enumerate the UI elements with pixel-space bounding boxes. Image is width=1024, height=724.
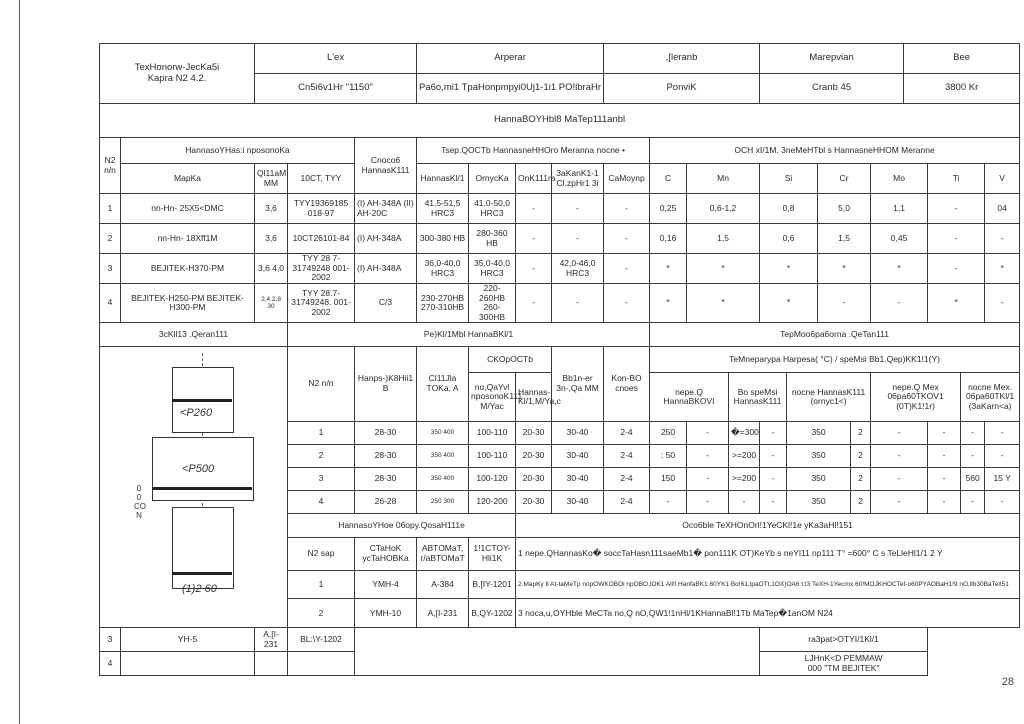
cell: - — [604, 254, 650, 284]
cell: 350 — [787, 421, 851, 444]
header-value: Cranb 45 — [760, 74, 904, 104]
cell: - — [871, 284, 928, 323]
cell: 1 — [100, 194, 121, 224]
cell: 350 400 — [417, 444, 469, 467]
modes-col-curr: Cl11Jla TOKa, A — [417, 347, 469, 422]
cell: (I) AH-348A — [355, 224, 417, 254]
cell: - — [928, 421, 961, 444]
cell: - — [928, 224, 985, 254]
page-number: 28 — [1001, 676, 1014, 688]
chem-col: V — [985, 164, 1020, 194]
cell: (I) AH-348A (II) AH-20C — [355, 194, 417, 224]
card-title-line2: Kapra N2 4.2. — [147, 72, 207, 84]
cell: - — [985, 284, 1020, 323]
cell: 3 — [288, 467, 355, 490]
cell: - — [961, 444, 985, 467]
cell: YMH-4 — [355, 570, 417, 599]
diameter-bot: (1)2 60 — [182, 583, 217, 596]
cell: A,[I-231 — [255, 628, 288, 652]
col-otp: OrnycKa — [469, 164, 516, 194]
cell: 280-360 HB — [469, 224, 516, 254]
cell: BEJITEK-H250-PM BEJITEK-H300-PM — [121, 284, 255, 323]
col-zak: 3aKanK1-1 Cl.zpHr1 3i — [552, 164, 604, 194]
cell: * — [650, 284, 687, 323]
cell: 10CT26101-84 — [288, 224, 355, 254]
cell: C/3 — [355, 284, 417, 323]
cell: 0,25 — [650, 194, 687, 224]
cell: 150 — [650, 467, 687, 490]
cell: - — [604, 284, 650, 323]
cell: 0,45 — [871, 224, 928, 254]
cell: * — [687, 284, 760, 323]
cell: A,[I-231 — [417, 599, 469, 628]
cell: 230-270HB 270-310HB — [417, 284, 469, 323]
header-cell: L'ex — [255, 44, 417, 74]
cell: * — [818, 254, 871, 284]
header-value: 3800 Kr — [904, 74, 1020, 104]
cell: 1 — [288, 570, 355, 599]
chem-col: Si — [760, 164, 818, 194]
cell: - — [687, 421, 729, 444]
stamp-1: ra3pat>OTYI/1Kl/1 — [760, 628, 928, 652]
notes-title: Oco6ble TeXHOnOrl!1YeCKl!1e yKa3aHl!151 — [516, 513, 1020, 537]
cell: (I) AH-348A — [355, 254, 417, 284]
table-row — [100, 254, 1020, 284]
cell: - — [604, 194, 650, 224]
modes-col-step: Bb1n-er 3n-,Qa MM — [552, 347, 604, 422]
cell: - — [552, 224, 604, 254]
table-row — [100, 284, 1020, 323]
cell: 36,0-40,0 HRC3 — [417, 254, 469, 284]
cell: YH-5 — [121, 628, 255, 652]
cell: - — [516, 284, 552, 323]
cell: 2-4 — [604, 467, 650, 490]
cell: 20-30 — [516, 490, 552, 513]
cell: nn-Hn- 18Xff1M — [121, 224, 255, 254]
cell: 350 — [787, 467, 851, 490]
cell: 2 — [100, 224, 121, 254]
cell: - — [760, 421, 787, 444]
cell: - — [552, 194, 604, 224]
cell: 3 — [100, 628, 121, 652]
cell: 2 — [851, 421, 871, 444]
cell: - — [928, 490, 961, 513]
modes-col-weld: Hannas-Kl/1,M/Ya,c — [516, 373, 552, 421]
table-row — [100, 194, 1020, 224]
cell: 350 — [787, 444, 851, 467]
col-grade: MapKa — [121, 164, 255, 194]
weld-layer — [152, 487, 252, 490]
col-hard-group: Tsep.QOCTb HannasneHHOro Meranna nocne • — [417, 138, 650, 164]
cell: - — [604, 224, 650, 254]
col-onk: OnK111ra — [516, 164, 552, 194]
cell: - — [516, 254, 552, 284]
equip-col-auto: ABTOMaT, r/aBTOMaT — [417, 538, 469, 571]
temps-col-after-mech: nocne Mex. 06pa60TKl/1 (3aKarn<a) — [961, 373, 1020, 421]
cell: - — [760, 444, 787, 467]
header-cell: ,[leranb — [604, 44, 760, 74]
cell: B,[IY-1201 — [469, 570, 516, 599]
cell: 28-30 — [355, 467, 417, 490]
cell: - — [928, 444, 961, 467]
col-grade-group: HannasoYHas:i nposonoKa — [121, 138, 355, 164]
diameter-top: <P260 — [180, 407, 213, 420]
cell: * — [985, 254, 1020, 284]
stamp-company: LJHnK<D PEMMAW — [804, 653, 883, 664]
col-sam: CaMoynp — [604, 164, 650, 194]
cell: 1 — [288, 421, 355, 444]
note-1: 1 nepe.QHannasKo� soccTaHasn111saeMb1� pon111K OT)KeYb s neYl11 np111 T° =600° C s TeLleHl1/1 2 Y — [516, 538, 1020, 571]
stamp-form: 000 — [807, 662, 822, 673]
left-margin-line — [19, 0, 20, 724]
cell: 20-30 — [516, 421, 552, 444]
cell: 15 Y — [985, 467, 1020, 490]
cell: 2 — [851, 444, 871, 467]
card-title — [100, 44, 255, 104]
cell: 0,16 — [650, 224, 687, 254]
cell: - — [928, 467, 961, 490]
cell — [288, 652, 355, 676]
col-method: Cnoco6 HannasK111 — [355, 138, 417, 194]
table-row — [100, 628, 1020, 652]
col-chem-group: OCH xI/1M. 3neMeHTbl s HannasneHHOM Meranne — [650, 138, 1020, 164]
cell: - — [985, 490, 1020, 513]
cell: - — [928, 194, 985, 224]
cell: �=300 — [729, 421, 760, 444]
header-value: Pa6o,mi1 TpaHonpmpyi0Uj1-1i1 PO!lbraHr — [417, 74, 604, 104]
col-hk1: HannasKl/1 — [417, 164, 469, 194]
cell: 2-4 — [604, 444, 650, 467]
modes-title: Pe)Kl/1Mbl HannaBKl/1 — [288, 323, 650, 347]
cell: - — [818, 284, 871, 323]
cell: >=200 — [729, 467, 760, 490]
cell: 35,0-40,0 HRC3 — [469, 254, 516, 284]
cell: 2-4 — [604, 490, 650, 513]
cell: - — [871, 467, 928, 490]
col-dia: Ql11aM MM — [255, 164, 288, 194]
modes-col-speed: CKOpOCTb — [469, 347, 552, 373]
cell: 120-200 — [469, 490, 516, 513]
header-cell: Arperar — [417, 44, 604, 74]
cell: 250 300 — [417, 490, 469, 513]
cell: - — [871, 444, 928, 467]
cell: 41,0-50,0 HRC3 — [469, 194, 516, 224]
shaft-lower — [172, 507, 234, 589]
cell: 2 — [288, 599, 355, 628]
notes-blank — [355, 628, 760, 676]
col-gost: 10CT, TYY — [288, 164, 355, 194]
cell: - — [552, 284, 604, 323]
cell: 26-28 — [355, 490, 417, 513]
tech-card-table — [99, 43, 1020, 676]
cell: 350 400 — [417, 421, 469, 444]
cell: 30-40 — [552, 421, 604, 444]
cell: * — [760, 284, 818, 323]
cell: * — [650, 254, 687, 284]
temps-col-pre: nepe.Q HannaBKOVI — [650, 373, 729, 421]
cell: BEJITEK-H370-PM — [121, 254, 255, 284]
cell: 350 — [787, 490, 851, 513]
modes-col-feed: no,QaYvl nposonoK111 M/Yac — [469, 373, 516, 421]
equip-col-src: 1!1CTOY-Hli1K — [469, 538, 516, 571]
cell: TYY 28.7-31749248. 001-2002 — [288, 284, 355, 323]
cell: 30-40 — [552, 467, 604, 490]
cell: : 50 — [650, 444, 687, 467]
temps-col-before-mech: nepe.Q Mex 06pa60TKOV1 (0T)K1!1r) — [871, 373, 961, 421]
cell: 4 — [100, 284, 121, 323]
cell: 28-30 — [355, 444, 417, 467]
header-cell: Bee — [904, 44, 1020, 74]
chem-col: Mo — [871, 164, 928, 194]
cell: 42,0-46,0 HRC3 — [552, 254, 604, 284]
cell: - — [961, 490, 985, 513]
cell: >=200 — [729, 444, 760, 467]
cell: TYY19369185 018-97 — [288, 194, 355, 224]
cell: nn-Hn- 25X5<DMC — [121, 194, 255, 224]
cell: 350 400 — [417, 467, 469, 490]
cell: A-384 — [417, 570, 469, 599]
cell: 5,0 — [818, 194, 871, 224]
temps-group: TeMneparypa Harpesa( °C) / speMsi Bb1.Qep)KK1!1(Y) — [650, 347, 1020, 373]
cell: 3,6 — [255, 194, 288, 224]
temps-col-after: nocne HannasK111 (ornyc1<) — [787, 373, 871, 421]
cell: - — [985, 421, 1020, 444]
cell: - — [687, 467, 729, 490]
cell: 0,6-1,2 — [687, 194, 760, 224]
cell: - — [516, 224, 552, 254]
cell: - — [928, 254, 985, 284]
cell: TYY 28 7-31749248 001-2002 — [288, 254, 355, 284]
cell: - — [871, 421, 928, 444]
cell: 1,5 — [687, 224, 760, 254]
modes-col-num: N2 n/n — [288, 347, 355, 422]
equip-col-unit: CTaHoK ycTaHOBKa — [355, 538, 417, 571]
cell: 250 — [650, 421, 687, 444]
cell: - — [961, 421, 985, 444]
cell: 100-110 — [469, 421, 516, 444]
sketch-title: 3cKll13 .Qeran111 — [100, 323, 288, 347]
chem-col: C — [650, 164, 687, 194]
temps-col-during: Bo speMsi HannasK111 — [729, 373, 787, 421]
cell: * — [687, 254, 760, 284]
cell: 2,4 2,8 30 — [255, 284, 288, 323]
cell: - — [760, 467, 787, 490]
cell: 300-380 HB — [417, 224, 469, 254]
weld-layer — [172, 572, 232, 575]
cell: - — [729, 490, 760, 513]
cell: 0,8 — [760, 194, 818, 224]
note-2: 2.MapKy tl At-taMeTp nopOWKOBOi npOBO,lOK1 All!l HanfaBK1 60YK1 Bo!61,tpaOTt,1OX)OA6 t.t3 TeXH-1Yecrnx 60!MOJKHOCTef-o60PYAOBaH1!9 nO,llb30BaTel!51 — [516, 570, 1020, 599]
stamp-brand: "TM BEJITEK" — [824, 662, 880, 673]
cell — [255, 652, 288, 676]
cell: YMH-10 — [355, 599, 417, 628]
cell: 4 — [100, 652, 121, 676]
cell: 560 — [961, 467, 985, 490]
cell: 3,6 — [255, 224, 288, 254]
cell: 2 — [851, 467, 871, 490]
cell: 20-30 — [516, 444, 552, 467]
cell: 100-110 — [469, 444, 516, 467]
tech-card-sheet — [99, 43, 1019, 673]
cell: - — [985, 224, 1020, 254]
cell: 30-40 — [552, 490, 604, 513]
cell: * — [760, 254, 818, 284]
stamp-2 — [760, 652, 928, 676]
note-3: 3 noca,u,OYHble MeCTa no,Q nO,QW1!1nHl/1KHannaBl!1Tb MaTep�1anOM N24 — [516, 599, 1020, 628]
temps-title: TepMoo6pa6orna .QeTan111 — [650, 323, 1020, 347]
modes-col-volt: Hanps-)K8Hii1 B — [355, 347, 417, 422]
chem-col: Mn — [687, 164, 760, 194]
part-sketch — [100, 347, 288, 628]
side-mark: 0 0 CO N — [134, 484, 146, 520]
cell: - — [516, 194, 552, 224]
cell: 1,1 — [871, 194, 928, 224]
cell: 220-260HB 260-300HB — [469, 284, 516, 323]
cell: 3 — [100, 254, 121, 284]
diameter-mid: <P500 — [182, 463, 215, 476]
cell: 30-40 — [552, 444, 604, 467]
header-cell: Marepvian — [760, 44, 904, 74]
cell: - — [760, 490, 787, 513]
cell: 28-30 — [355, 421, 417, 444]
cell: - — [687, 444, 729, 467]
header-value: PonviK — [604, 74, 760, 104]
cell — [121, 652, 255, 676]
cell: 3,6 4,0 — [255, 254, 288, 284]
cell: * — [928, 284, 985, 323]
cell: 2 — [851, 490, 871, 513]
header-value: Cn5i6v1Hr "1150" — [255, 74, 417, 104]
equipment-title: HannasoYHoe 06opy.QosaH111e — [288, 513, 516, 537]
cell: BL:\Y-1202 — [288, 628, 355, 652]
cell: - — [687, 490, 729, 513]
cell: 20-30 — [516, 467, 552, 490]
card-title-line1: TexHonorw-JecKa5i — [134, 61, 220, 73]
col-num: N2 n/n — [100, 138, 121, 194]
chem-col: Ti — [928, 164, 985, 194]
cell: 1,5 — [818, 224, 871, 254]
cell: 4 — [288, 490, 355, 513]
cell: 2 — [288, 444, 355, 467]
cell: B,QY-1202 — [469, 599, 516, 628]
table-row — [100, 224, 1020, 254]
equip-col-num: N2 sap — [288, 538, 355, 571]
cell: - — [871, 490, 928, 513]
modes-col-layers: Kon-BO cnoes — [604, 347, 650, 422]
cell: 41,5-51,5 HRC3 — [417, 194, 469, 224]
cell: - — [650, 490, 687, 513]
weld-layer — [172, 399, 232, 402]
cell: * — [871, 254, 928, 284]
cell: 2-4 — [604, 421, 650, 444]
chem-col: Cr — [818, 164, 871, 194]
cell: 0,6 — [760, 224, 818, 254]
cell: 100-120 — [469, 467, 516, 490]
cell: 04 — [985, 194, 1020, 224]
materials-title: HannaBOYHbl8 MaTep111anbl — [100, 104, 1020, 138]
cell: - — [985, 444, 1020, 467]
